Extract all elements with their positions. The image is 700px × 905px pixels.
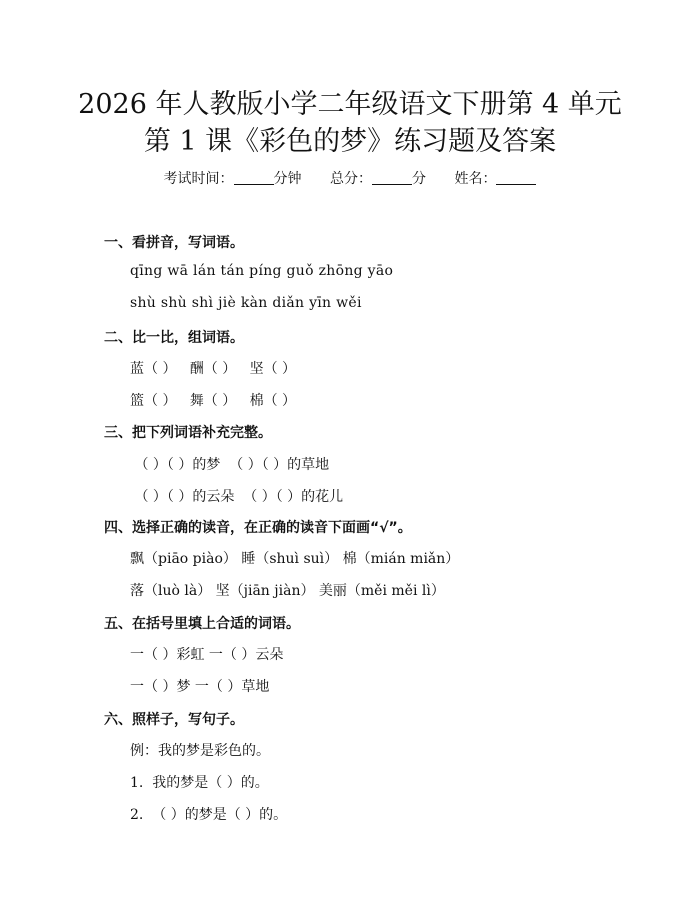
name-field bbox=[454, 171, 536, 187]
document-title-line-2: 第 1 课《彩色的梦》练习题及答案 bbox=[143, 126, 557, 157]
section-2-line-2: 篮（ ） 舞（ ） 棉（ ） bbox=[130, 393, 297, 409]
name-blank bbox=[496, 172, 536, 185]
section-5-line-1: 一（ ）彩虹 一（ ）云朵 bbox=[130, 647, 284, 663]
total-score-unit: 分 bbox=[412, 171, 426, 187]
section-6-example: 例：我的梦是彩色的。 bbox=[130, 743, 270, 759]
exam-info-row bbox=[0, 168, 700, 188]
section-6-line-2: 2. （ ）的梦是（ ）的。 bbox=[130, 807, 288, 823]
section-4-line-2: 落（luò là） 坚（jiān jiàn） 美丽（měi měi lì） bbox=[130, 583, 445, 599]
section-2-line-1: 蓝（ ） 酬（ ） 坚（ ） bbox=[130, 361, 297, 377]
exam-time-label: 考试时间： bbox=[163, 171, 234, 187]
exam-time-unit: 分钟 bbox=[273, 171, 302, 187]
section-6-line-1: 1. 我的梦是（ ）的。 bbox=[130, 775, 269, 791]
section-heading-3: 三、把下列词语补充完整。 bbox=[104, 425, 272, 441]
total-score-blank bbox=[372, 172, 412, 185]
section-3-line-2: （ ）（ ）的云朵 （ ）（ ）的花儿 bbox=[130, 489, 344, 505]
section-heading-6: 六、照样子，写句子。 bbox=[104, 712, 244, 728]
section-5-line-2: 一（ ）梦 一（ ）草地 bbox=[130, 679, 270, 695]
total-score-field bbox=[330, 171, 426, 187]
document-title-line-1: 2026 年人教版小学二年级语文下册第 4 单元 bbox=[78, 89, 622, 120]
section-3-line-1: （ ）（ ）的梦 （ ）（ ）的草地 bbox=[130, 457, 330, 473]
name-label: 姓名： bbox=[454, 171, 497, 187]
exam-time-blank bbox=[234, 172, 274, 185]
exam-time-field bbox=[164, 171, 302, 187]
section-1-line-2: shù shù shì jiè kàn diǎn yīn wěi bbox=[130, 295, 362, 311]
section-heading-2: 二、比一比，组词语。 bbox=[104, 330, 244, 346]
section-heading-5: 五、在括号里填上合适的词语。 bbox=[104, 616, 300, 632]
section-heading-4: 四、选择正确的读音，在正确的读音下面画“√”。 bbox=[104, 520, 412, 536]
section-1-line-1: qīng wā lán tán píng guǒ zhōng yāo bbox=[130, 263, 394, 279]
section-heading-1: 一、看拼音，写词语。 bbox=[104, 235, 244, 251]
total-score-label: 总分： bbox=[330, 171, 372, 187]
section-4-line-1: 飘（piāo piào） 睡（shuì suì） 棉（mián miǎn） bbox=[130, 551, 460, 567]
